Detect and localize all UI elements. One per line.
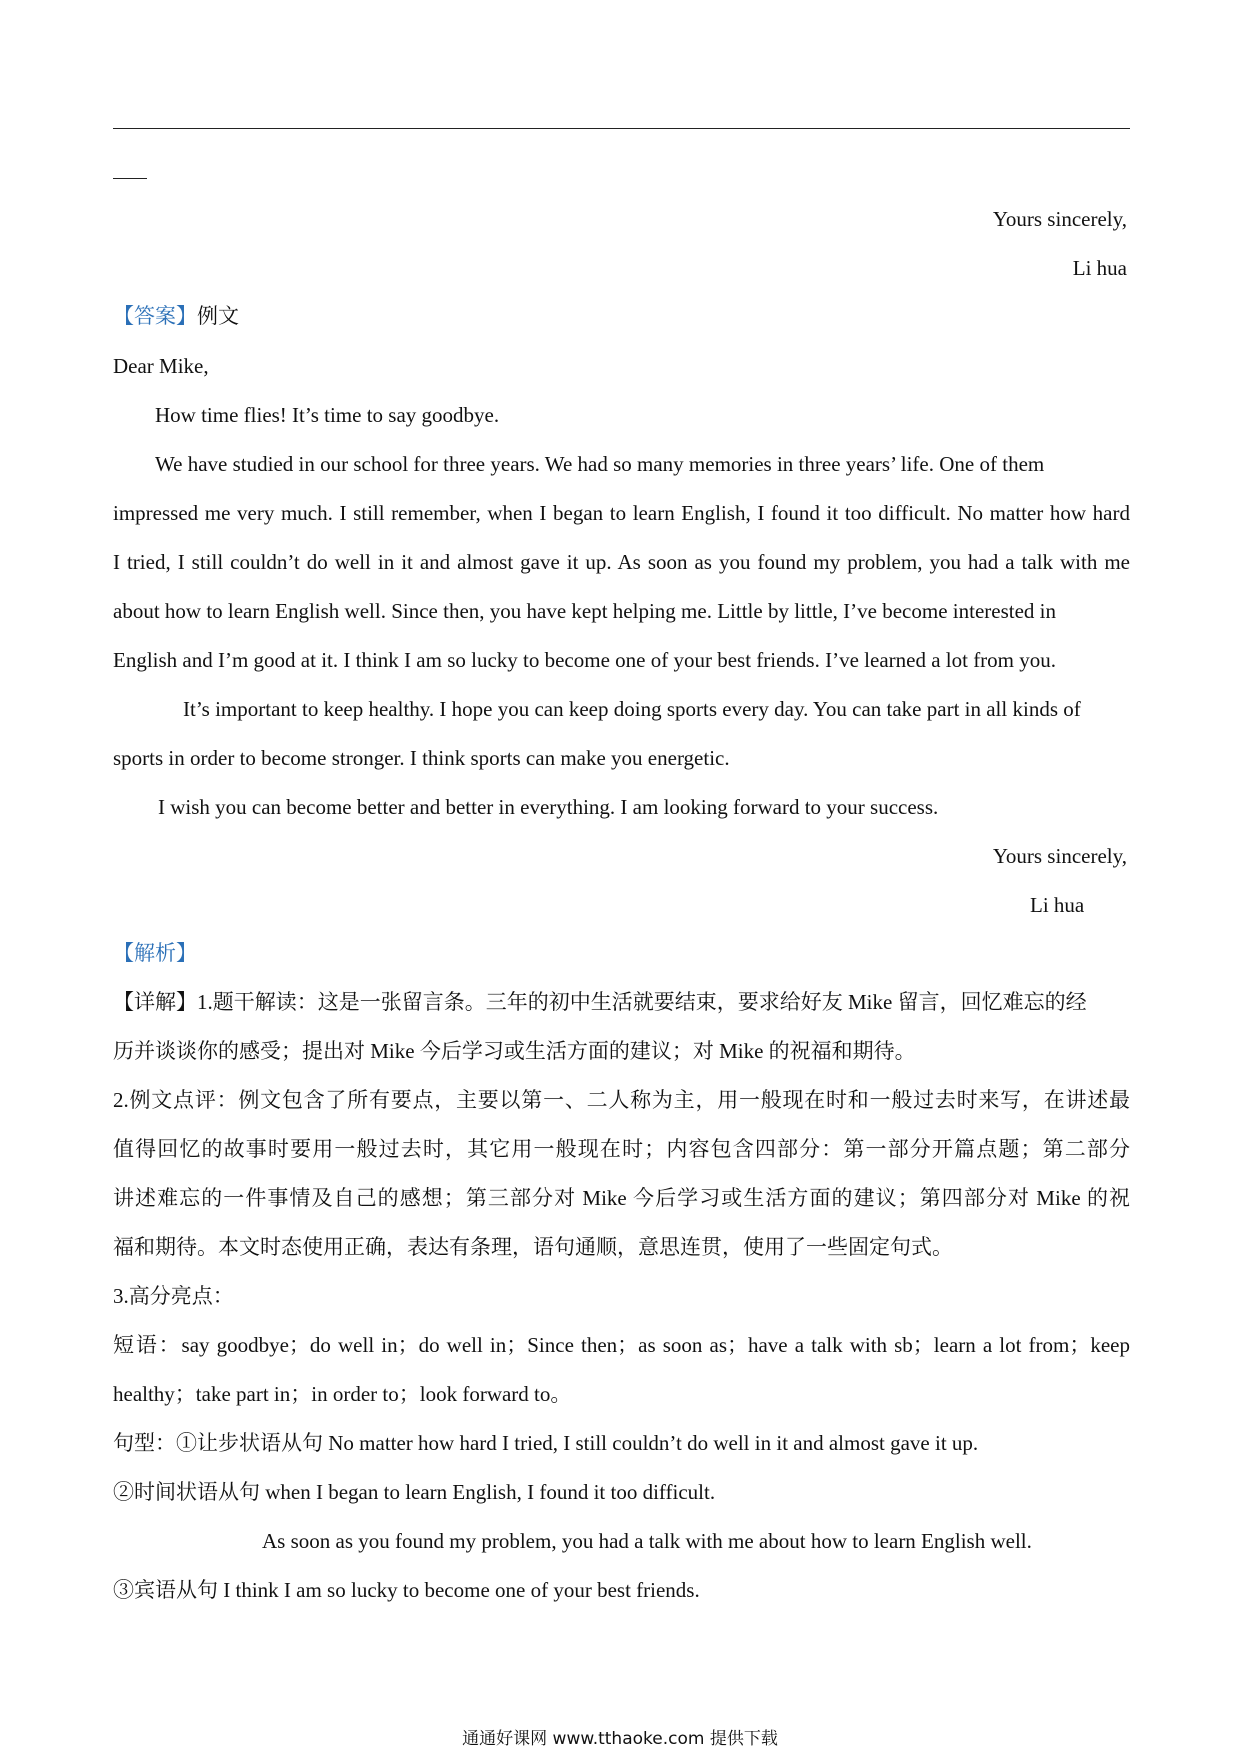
answer-line [113, 128, 1130, 129]
top-closing: Yours sincerely, [992, 207, 1127, 231]
detail-tag: 【详解】 [113, 990, 197, 1014]
analysis-line: 句型：①让步状语从句 No matter how hard I tried, I still couldn’t do well in it and almost gave it up. [113, 1431, 979, 1455]
analysis-line: 历并谈谈你的感受；提出对 Mike 今后学习或生活方面的建议；对 Mike 的祝福和期待。 [113, 1039, 916, 1063]
letter-p2-line: I tried, I still couldn’t do well in it and almost gave it up. As soon as you found my problem, you had a talk with me [113, 550, 1130, 574]
letter-p2-line: about how to learn English well. Since then, you have kept helping me. Little by little, I’ve become interested in [113, 599, 1057, 623]
analysis-line: healthy；take part in；in order to；look forward to。 [113, 1382, 572, 1406]
analysis-tag: 【解析】 [113, 941, 197, 965]
answer-line-continuation [113, 178, 147, 179]
analysis-line: 3.高分亮点： [113, 1284, 234, 1308]
analysis-line: As soon as you found my problem, you had a talk with me about how to learn English well. [262, 1529, 1032, 1553]
answer-heading [113, 302, 239, 330]
letter-p2-line: We have studied in our school for three years. We had so many memories in three years’ life. One of them [155, 452, 1045, 476]
analysis-line: 福和期待。本文时态使用正确，表达有条理，语句通顺，意思连贯，使用了一些固定句式。 [113, 1235, 953, 1259]
letter-p2-line: impressed me very much. I still remember, when I began to learn English, I found it too difficult. No matter how hard [113, 501, 1130, 525]
top-signature: Li hua [1072, 256, 1127, 280]
letter-paragraph-1: How time flies! It’s time to say goodbye. [155, 403, 500, 427]
analysis-line: ③宾语从句 I think I am so lucky to become one of your best friends. [113, 1578, 700, 1602]
letter-p3-line: It’s important to keep healthy. I hope you can keep doing sports every day. You can take part in all kinds of [183, 697, 1081, 721]
letter-closing: Yours sincerely, [992, 844, 1127, 868]
letter-signature: Li hua [1030, 893, 1085, 917]
analysis-line: 短语：say goodbye；do well in；do well in；Since then；as soon as；have a talk with sb；learn a lot from；keep [113, 1333, 1130, 1357]
analysis-line: 讲述难忘的一件事情及自己的感想；第三部分对 Mike 今后学习或生活方面的建议；第四部分对 Mike 的祝 [113, 1186, 1130, 1210]
answer-label: 例文 [197, 304, 239, 328]
answer-tag: 【答案】 [113, 304, 197, 328]
letter-salutation: Dear Mike, [113, 354, 209, 378]
analysis-line: 值得回忆的故事时要用一般过去时，其它用一般现在时；内容包含四部分：第一部分开篇点题；第二部分 [113, 1137, 1130, 1161]
analysis-line: 2.例文点评：例文包含了所有要点，主要以第一、二人称为主，用一般现在时和一般过去时来写，在讲述最 [113, 1088, 1130, 1112]
analysis-line: ②时间状语从句 when I began to learn English, I found it too difficult. [113, 1480, 716, 1504]
page-footer: 通通好课网 www.tthaoke.com 提供下载 [462, 1729, 778, 1749]
letter-paragraph-4: I wish you can become better and better in everything. I am looking forward to your success. [158, 795, 939, 819]
analysis-line: 【详解】1.题干解读：这是一张留言条。三年的初中生活就要结束，要求给好友 Mike 留言，回忆难忘的经 [113, 990, 1087, 1014]
letter-p3-line: sports in order to become stronger. I think sports can make you energetic. [113, 746, 730, 770]
letter-p2-line: English and I’m good at it. I think I am so lucky to become one of your best friends. I’ve learned a lot from you. [113, 648, 1057, 672]
